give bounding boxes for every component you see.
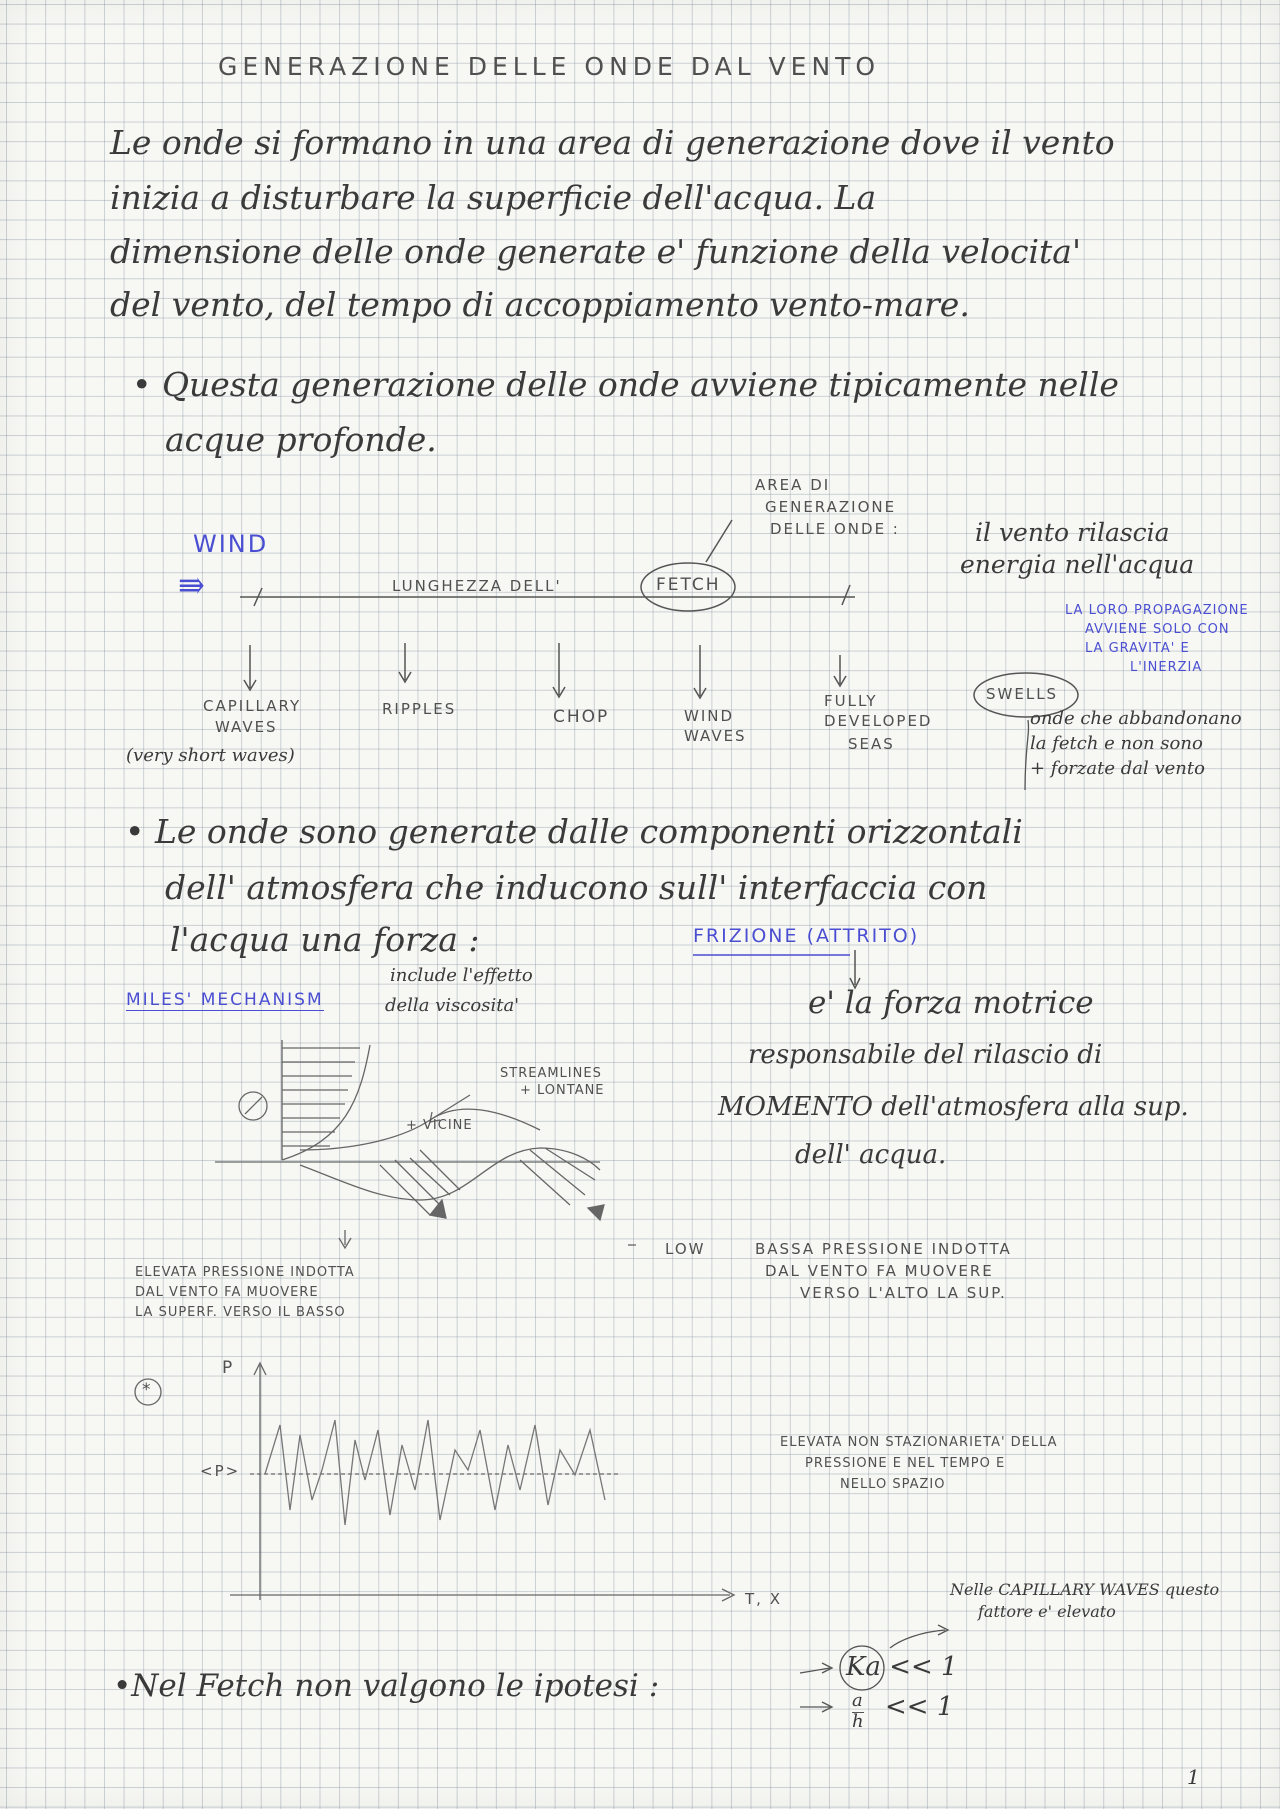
stage-arrows (244, 643, 846, 698)
swells-desc-3: + forzate dal vento (1030, 758, 1205, 779)
area-desc-2: energia nell'acqua (960, 550, 1195, 579)
fetch-tick-left (254, 588, 262, 606)
area-desc-1: il vento rilascia (975, 518, 1170, 547)
swells-note-2: AVVIENE SOLO CON (1085, 622, 1230, 637)
miles-label: MILES' MECHANISM (126, 990, 324, 1010)
stage-wind-2: WAVES (684, 727, 747, 745)
intro-line-2: inizia a disturbare la superficie dell'acqua. La (110, 178, 877, 217)
stage-chop: CHOP (553, 707, 610, 727)
swells-note-4: L'INERZIA (1130, 660, 1203, 675)
fetch-line-label: LUNGHEZZA DELL' (392, 577, 562, 595)
wind-arrow-icon: ⇛ (178, 566, 205, 604)
bullet2-line-3: l'acqua una forza : (170, 920, 480, 959)
graph-x-label: T, X (745, 1590, 782, 1608)
area-pointer (706, 520, 732, 562)
graph-star-icon: * (142, 1380, 153, 1400)
low-pressure-2: DAL VENTO FA MUOVERE (765, 1262, 994, 1280)
bullet2-line-2: dell' atmosfera che inducono sull' interfaccia con (165, 868, 988, 907)
swells-desc-2: la fetch e non sono (1030, 733, 1203, 754)
vicine-label: + VICINE (406, 1118, 473, 1133)
friction-desc-3: MOMENTO dell'atmosfera alla sup. (718, 1092, 1189, 1122)
page-number: 1 (1187, 1765, 1200, 1789)
capillary-note2-1: Nelle CAPILLARY WAVES questo (950, 1580, 1220, 1599)
swells-note-1: LA LORO PROPAGAZIONE (1065, 603, 1249, 618)
ah-denominator: h (852, 1711, 864, 1732)
swells-desc-1: onde che abbandonano (1030, 708, 1242, 729)
pressure-graph (135, 1363, 734, 1601)
capillary-note2-2: fattore e' elevato (978, 1602, 1116, 1621)
ah-numerator: a (852, 1690, 863, 1711)
swells-bracket (1025, 720, 1028, 790)
streamlines-2: + LONTANE (520, 1083, 605, 1098)
friction-desc-2: responsabile del rilascio di (748, 1040, 1103, 1070)
friction-desc-1: e' la forza motrice (808, 985, 1094, 1021)
swells-note-3: LA GRAVITA' E (1085, 641, 1190, 656)
area-label-2: GENERAZIONE (765, 498, 897, 516)
stage-capillary-1: CAPILLARY (203, 697, 302, 715)
fetch-tick-right (842, 585, 850, 605)
wind-label: WIND (193, 530, 269, 558)
friction-label: FRIZIONE (ATTRITO) (693, 925, 920, 947)
low-word: LOW (665, 1240, 706, 1258)
graph-note-1: ELEVATA NON STAZIONARIETA' DELLA (780, 1435, 1058, 1450)
low-pressure-1: BASSA PRESSIONE INDOTTA (755, 1240, 1012, 1258)
miles-star-icon (246, 1096, 257, 1116)
bullet1-line-1: • Questa generazione delle onde avviene tipicamente nelle (132, 365, 1119, 404)
high-pressure-1: ELEVATA PRESSIONE INDOTTA (135, 1265, 355, 1280)
stage-fully-1: FULLY (824, 692, 878, 710)
fetch-label: FETCH (656, 575, 721, 595)
intro-line-1: Le onde si formano in una area di generazione dove il vento (110, 123, 1115, 162)
graph-note-2: PRESSIONE E NEL TEMPO E (805, 1456, 1006, 1471)
area-label-3: DELLE ONDE : (770, 520, 900, 538)
fetch-hyp-text: •Nel Fetch non valgono le ipotesi : (113, 1668, 660, 1704)
high-pressure-3: LA SUPERF. VERSO IL BASSO (135, 1305, 346, 1320)
stage-fully-2: DEVELOPED (824, 712, 933, 730)
intro-line-3: dimensione delle onde generate e' funzione della velocita' (110, 232, 1082, 271)
stage-capillary-2: WAVES (215, 718, 278, 736)
ah-relation: << 1 (885, 1692, 954, 1722)
bullet2-line-1: • Le onde sono generate dalle componenti orizzontali (125, 812, 1023, 851)
graph-mean-label: <P> (200, 1462, 241, 1480)
graph-y-label: P (222, 1358, 235, 1378)
high-pressure-2: DAL VENTO FA MUOVERE (135, 1285, 319, 1300)
swells-label: SWELLS (986, 685, 1059, 703)
area-label-1: AREA DI (755, 476, 831, 494)
streamlines-1: STREAMLINES (500, 1066, 602, 1081)
miles-note-1: include l'effetto (390, 965, 533, 986)
stage-wind-1: WIND (684, 707, 735, 725)
graph-note-3: NELLO SPAZIO (840, 1477, 946, 1492)
bullet1-line-2: acque profonde. (165, 420, 437, 459)
miles-note-2: della viscosita' (385, 995, 520, 1016)
ka-condition: Ka << 1 (846, 1652, 958, 1682)
stage-fully-3: SEAS (848, 735, 895, 753)
page-title: GENERAZIONE DELLE ONDE DAL VENTO (218, 52, 881, 81)
intro-line-4: del vento, del tempo di accoppiamento vento-mare. (110, 285, 970, 324)
friction-desc-4: dell' acqua. (795, 1140, 947, 1170)
stage-ripples: RIPPLES (382, 700, 457, 718)
low-pressure-3: VERSO L'ALTO LA SUP. (800, 1284, 1007, 1302)
friction-arrow (850, 950, 860, 988)
capillary-note: (very short waves) (126, 745, 295, 766)
